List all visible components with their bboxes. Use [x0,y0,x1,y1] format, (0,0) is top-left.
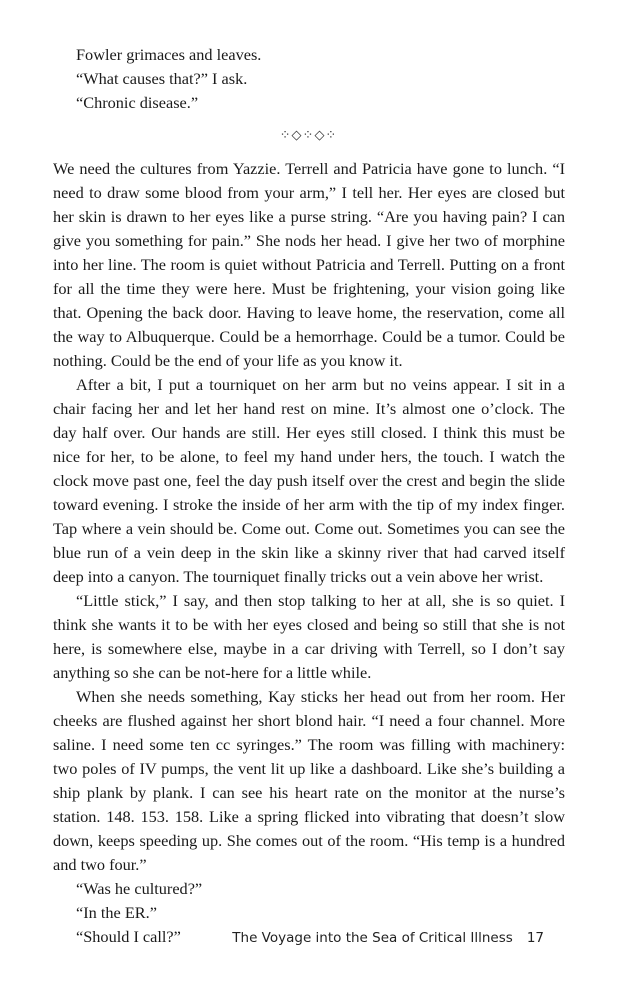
paragraph: After a bit, I put a tourniquet on her arm but no veins appear. I sit in a chair facing her and let her hand rest on mine. It’s almost one o’clock. The day half over. Our hands are still. Her eyes still closed. I think this must be nice for her, to be alone, to feel my hand under hers, the touch. I watch the clock move past one, feel the day push itself over the crest and begin the slide toward evening. I stroke the inside of her arm with the tip of my index finger. Tap where a vein should be. Come out. Come out. Sometimes you can see the blue run of a vein deep in the skin like a skinny river that had carved itself deep into a canyon. The tourniquet finally tricks out a vein above her wrist. [53,375,565,586]
dialogue-line: “In the ER.” [76,903,157,922]
dialogue-line: Fowler grimaces and leaves. [76,45,262,64]
paragraph: “Little stick,” I say, and then stop talking to her at all, she is so quiet. I think she wants it to be with her eyes closed and being so still that she is not here, is somewhere else, maybe in a car driving with Terrell, so I don’t say anything so she can be not-here for a little while. [53,591,565,682]
dialogue-line: “What causes that?” I ask. [76,69,248,88]
running-title: The Voyage into the Sea of Critical Illness [232,930,513,946]
dialogue-line: “Chronic disease.” [76,93,199,112]
dialogue-line: “Should I call?” [76,927,181,946]
dialogue-line: “Was he cultured?” [76,879,203,898]
paragraph: We need the cultures from Yazzie. Terrell and Patricia have gone to lunch. “I need to draw some blood from your arm,” I tell her. Her eyes are closed but her skin is drawn to her eyes like a purse string. “Are you having pain? I can give you something for pain.” She nods her head. I give her two of morphine into her line. The room is quiet without Patricia and Terrell. Putting on a front for all the time they were here. Must be frightening, your vision going like that. Opening the back door. Having to leave home, the reservation, come all the way to Albuquerque. Could be a hemorrhage. Could be a tumor. Could be nothing. Could be the end of your life as you know it. [53,159,565,370]
page-footer [232,930,544,946]
section-break-ornament: ⁘◇⁘◇⁘ [279,128,338,143]
page-number: 17 [526,930,544,946]
paragraph: When she needs something, Kay sticks her head out from her room. Her cheeks are flushed against her short blond hair. “I need a four channel. More saline. I need some ten cc syringes.” The room was filling with machinery: two poles of IV pumps, the vent lit up like a dashboard. Like she’s building a ship plank by plank. I can see his heart rate on the monitor at the nurse’s station. 148. 153. 158. Like a spring flicked into vibrating that doesn’t slow down, keeps speeding up. She comes out of the room. “His temp is a hundred and two four.” [53,687,565,874]
body-text [53,157,565,949]
opening-dialogue [53,43,565,115]
